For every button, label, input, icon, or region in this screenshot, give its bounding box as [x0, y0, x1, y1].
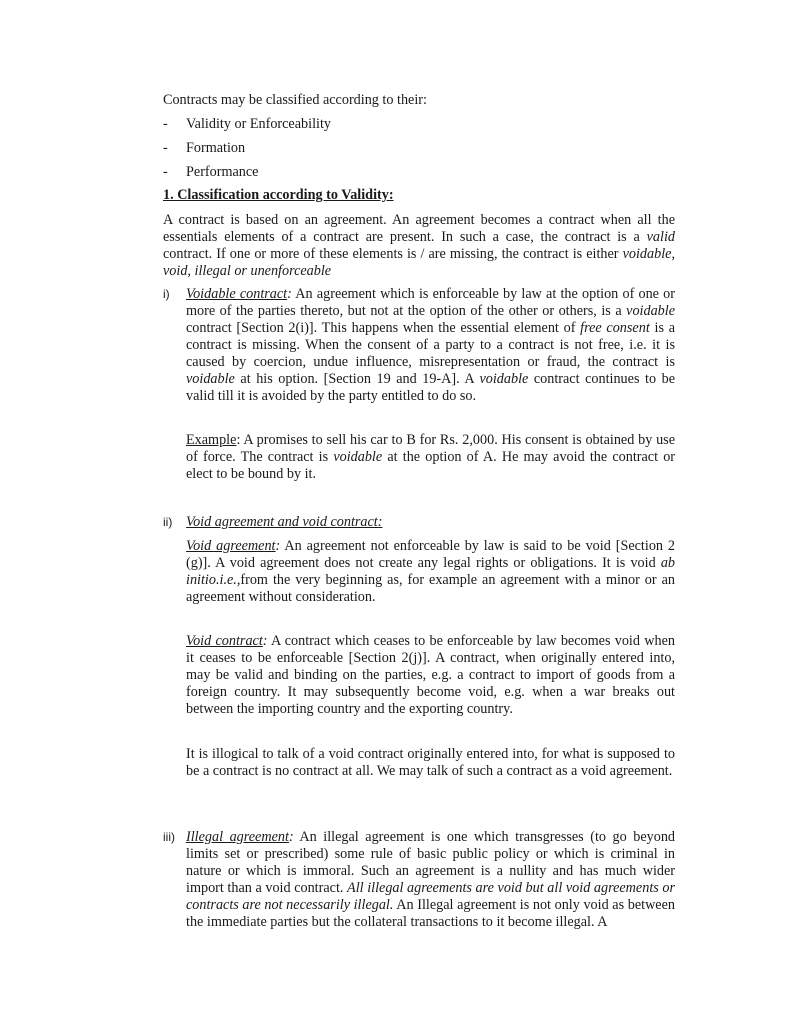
text: at the option of A. He may avoid the contract or elect to be bound by it.	[186, 449, 676, 482]
item-title: Illegal agreement	[186, 829, 289, 845]
text: An Illegal agreement is not only void as between the immediate parties but the collateral transactions to it become illegal. A	[186, 897, 675, 930]
italic-text: voidable	[626, 303, 675, 319]
example-paragraph	[186, 432, 675, 483]
text: is a contract is missing. When the consent of a party to a contract is not free, i.e. it is caused by coercion, undue influence, misrepresentation or fraud, the contract is	[186, 320, 675, 370]
text: contract. If one or more of these elements is / are missing, the contract is either	[163, 246, 623, 262]
item-number: iii)	[163, 830, 175, 844]
intro-text: Contracts may be classified according to their:	[163, 92, 427, 108]
italic-text: valid	[646, 229, 675, 245]
colon: :	[288, 829, 294, 845]
bullet-text: Formation	[186, 140, 246, 156]
illogical-paragraph: It is illogical to talk of a void contract originally entered into, for what is supposed to be a contract is no contract at all. We may talk of such a contract as a void agreement.	[186, 746, 675, 779]
italic-text: voidable, void, illegal or unenforceable	[163, 246, 675, 279]
item-number: i)	[163, 287, 170, 301]
italic-text: All illegal agreements are void but all void agreements or contracts are not necessarily illegal.	[186, 880, 676, 913]
italic-text: voidable	[333, 449, 383, 465]
dash-marker: -	[163, 116, 168, 132]
dash-marker: -	[163, 140, 168, 156]
void-agreement-paragraph	[186, 538, 675, 606]
text: : A promises to sell his car to B for Rs. 2,000. His consent is obtained by use of force. The contract is	[186, 432, 675, 465]
text: An agreement which is enforceable by law at the option of one or more of the parties thereto, but not at the option of the other or others, is a	[186, 286, 675, 319]
subsection-title: Void agreement	[186, 538, 276, 554]
item-body	[186, 286, 675, 405]
bullet-text: Validity or Enforceability	[186, 116, 331, 132]
colon: :	[275, 538, 281, 554]
void-contract-paragraph	[186, 633, 675, 718]
item-body	[186, 829, 675, 931]
item-title: Voidable contract	[186, 286, 288, 302]
italic-text: voidable	[186, 371, 235, 387]
example-label: Example	[186, 432, 237, 448]
bullet-text: Performance	[186, 164, 259, 180]
text: A contract which ceases to be enforceable by law becomes void when it ceases to be enforceable [Section 2(j)]. A contract, when originally entered into, may be valid and binding on the parties, e.g. a contract to import of goods from a foreign country. It may subsequently become void, e.g. when a war breaks out between the importing country and the exporting country.	[186, 633, 675, 717]
text: An illegal agreement is one which transgresses (to go beyond limits set or prescribed) some rule of basic public policy or which is criminal in nature or which is immoral. Such an agreement is a nullity and has much wider import than a void contract.	[186, 829, 676, 896]
text: contract continues to be valid till it is avoided by the party entitled to do so.	[186, 371, 675, 404]
text: from the very beginning as, for example an agreement with a minor or an agreement without consideration.	[186, 572, 675, 605]
text: An agreement not enforceable by law is said to be void [Section 2 (g)]. A void agreement does not create any legal rights or obligations. It is void	[186, 538, 676, 571]
colon: :	[262, 633, 268, 649]
item-body	[186, 514, 675, 531]
section-heading: 1. Classification according to Validity:	[163, 187, 394, 203]
dash-marker: -	[163, 164, 168, 180]
colon: :	[287, 286, 292, 302]
subsection-title: Void contract	[186, 633, 263, 649]
italic-text: free consent	[580, 320, 650, 336]
paragraph-validity	[163, 212, 675, 280]
item-number: ii)	[163, 515, 173, 529]
text: contract [Section 2(i)]. This happens when the essential element of	[186, 320, 581, 336]
text: at his option. [Section 19 and 19-A]. A	[234, 371, 480, 387]
text: A contract is based on an agreement. An agreement becomes a contract when all the essentials elements of a contract are present. In such a case, the contract is a	[163, 212, 675, 245]
item-title: Void agreement and void contract:	[186, 514, 383, 530]
italic-text: voidable	[479, 371, 529, 387]
italic-text: ab initio.i.e.,	[186, 555, 675, 588]
